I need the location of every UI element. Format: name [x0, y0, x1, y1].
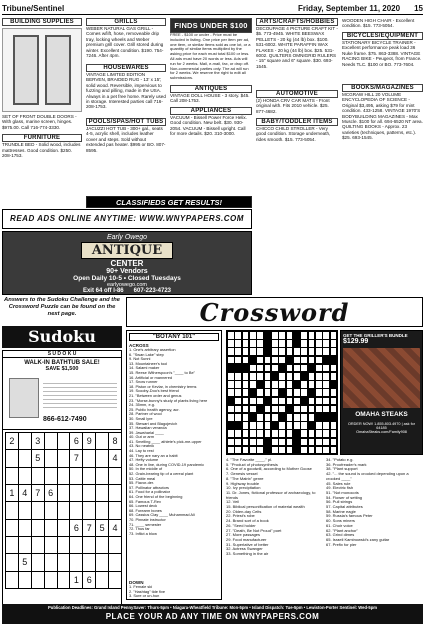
steaks-image [343, 348, 420, 408]
clue-item: 37. Hawaiian veranda [129, 425, 167, 431]
bathtub-image [9, 378, 39, 418]
crossword-grid-frame [226, 330, 338, 455]
sudoku-cell[interactable] [5, 536, 19, 554]
clue-item: 2. "Hashtag" tide five [129, 588, 166, 594]
clue-item: 51. "Not monocots [326, 489, 359, 495]
antique-vendors: 90+ Vendors [106, 268, 148, 275]
clue-item: 72. Thus far [129, 526, 150, 532]
door-ad-text: SET OF FRONT DOUBLE DOORS - With glass, marine screen, hinges. $975.00. Call 716-774-3330. [2, 114, 77, 130]
clue-item: 61. Food for a pollinator [129, 489, 171, 495]
crossword-grid [227, 331, 337, 454]
sudoku-cell[interactable]: 6 [69, 519, 83, 537]
clue-item: 60. Sons miners [326, 518, 355, 524]
antique-hours: Open Daily 10-5 • Closed Tuesdays [73, 275, 181, 282]
sudoku-cell[interactable] [69, 536, 83, 554]
sudoku-cell[interactable] [44, 501, 58, 519]
sudoku-cell[interactable] [108, 536, 122, 554]
clue-item: 59. Russia's famous Peter [326, 513, 373, 519]
sudoku-cell[interactable] [69, 501, 83, 519]
clue-item: 16. Artificial or mannered [129, 374, 173, 380]
section-furniture: FURNITURE [2, 134, 82, 142]
column-arts [256, 18, 338, 154]
section-antiques: ANTIQUES [170, 85, 252, 93]
clue-item: 41. Smelling ____ athlete's pick-me-upper [129, 438, 202, 444]
furniture-ad-text: TRUNDLE BED - Solid wood, includes mattresses. Good condition. $250. 208-1753. [2, 142, 81, 159]
sudoku-cell[interactable] [108, 467, 122, 485]
omaha-ad-title: GET THE GRILLER'S BUNDLE [343, 333, 408, 338]
clue-item: 31. Superlative of better [226, 541, 269, 547]
sudoku-cell[interactable] [18, 501, 32, 519]
answers-note: Answers to the Sudoku Challenge and the Crossword Puzzle can be found on the next page. [4, 297, 120, 317]
page-footer [2, 604, 423, 624]
sudoku-cell[interactable] [5, 467, 19, 485]
clue-item: 58. Marine eagle [326, 508, 356, 514]
grill-ad-text: WEBER NATURAL GAS GRILL - Comes w/lift, hose, removeable drip tray, locking wheels and Weber premium grill cover. Grill stored during winter. Excellent condition. $190. 754-7246. After 4pm. [86, 26, 164, 59]
sudoku-cell[interactable] [44, 519, 58, 537]
sudoku-cell[interactable]: 1 [69, 571, 83, 589]
sudoku-cell[interactable]: 6 [44, 484, 58, 502]
across-clue-list [129, 348, 219, 580]
pool-ad-text: JACUZZI HOT TUB - 300+ gal., seats 4-5, acrylic shell, includes leather cover and steps. Sold without extended pas heater. $995 or BO. 807-8595. [86, 126, 166, 153]
sudoku-cell[interactable] [44, 553, 58, 571]
paper-name: Tribune/Sentinel [2, 3, 65, 13]
section-housewares: HOUSEWARES [86, 64, 166, 72]
sudoku-cell[interactable] [5, 571, 19, 589]
clue-item: 22. Priest's robe [226, 513, 255, 519]
clue-item: 8. "The Matrix" genre [226, 475, 264, 481]
sudoku-grid [5, 432, 121, 592]
down-clue-list-3 [326, 458, 423, 547]
page-number: 15 [414, 3, 423, 13]
sudoku-cell[interactable] [69, 553, 83, 571]
clue-item: 19. Scooby-Doo's best friend [129, 388, 179, 394]
sudoku-cell[interactable] [18, 467, 32, 485]
clue-item: 63. Grind dimes [326, 532, 355, 538]
clue-item: 69. Cassius Clay ____ Muhammad Ali [129, 512, 195, 518]
crossword-clues-down-mid [226, 458, 322, 600]
read-ads-online-banner[interactable]: READ ADS ONLINE ANYTIME: WWW.WNYPAPERS.COM [2, 209, 252, 229]
sudoku-cell[interactable] [108, 501, 122, 519]
sudoku-cell[interactable] [31, 519, 45, 537]
sudoku-cell[interactable] [57, 519, 71, 537]
clue-item: 50. In the middle of [129, 466, 163, 472]
section-baby-toddler: BABY/TODDLER ITEMS [256, 118, 338, 126]
sudoku-cell[interactable]: 7 [82, 519, 96, 537]
clue-item: 6. "Swan Lake" step [129, 351, 164, 357]
clue-item: 1. Female ski [129, 585, 153, 589]
clue-item: 65. Famous T-Rex [129, 498, 161, 504]
books-ad-text: MCGRAW HILL 20 VOLUME ENCYCLOPEDIA OF SCIENCE - Original $3,495, asking $79 for mint condition. 433-1258. VINTAGE 1970'S BODYBUILDING MAGAZINES - Max Muscle. $100 for all. 694-6520 NT area. QUILTING BOOKS - Approx. 23 varieties (techniques, patterns, etc.). $25. 693-1545. [342, 92, 423, 141]
sudoku-cell[interactable] [95, 501, 109, 519]
clue-item: 66. Lowest deck [129, 503, 158, 509]
omaha-ad-price: $129.99 [343, 338, 369, 345]
sudoku-cell[interactable] [95, 571, 109, 589]
clue-item: 38. "Plant support [326, 466, 358, 472]
clue-item: 17. Snow runner [129, 379, 158, 385]
clue-item: 47. Hefty volume [129, 457, 159, 463]
clue-item: 23. "Morse-bunny's study of plants living here [129, 397, 208, 403]
crossword-title: Crossword [126, 297, 423, 327]
clue-item: 28. Partner of wool [129, 411, 162, 417]
clue-item: 73. Inflict a blow [129, 530, 157, 536]
sudoku-cell[interactable] [18, 571, 32, 589]
sudoku-cell[interactable] [5, 553, 19, 571]
clue-item: 10. Ivy precipitation [226, 485, 261, 491]
sudoku-cell[interactable]: 4 [108, 519, 122, 537]
sudoku-cell[interactable] [18, 432, 32, 450]
sudoku-cell[interactable]: 8 [108, 432, 122, 450]
clue-item: 44. Lay to rest [129, 448, 154, 454]
sudoku-title: Sudoku [2, 326, 122, 348]
sudoku-panel [2, 350, 122, 606]
section-building-supplies: BUILDING SUPPLIES [2, 18, 82, 26]
column-building [2, 18, 82, 158]
finds-under-banner: FINDS UNDER $100 [170, 18, 252, 33]
clue-item: 11. Dr. Jones, fictional professor of archaeology, to friends [226, 489, 316, 500]
clue-item: 20. Olden-day Celts [226, 508, 262, 514]
omaha-steaks-ad [340, 330, 423, 455]
sudoku-cell[interactable] [5, 501, 19, 519]
antique-brand-antique: ANTIQUE [81, 242, 173, 259]
sudoku-cell[interactable]: 2 [5, 432, 19, 450]
crossword-cell[interactable] [330, 446, 338, 455]
clue-item: 53. Cattle meal [129, 475, 156, 481]
footer-place-ad[interactable]: PLACE YOUR AD ANY TIME ON WNYPAPERS.COM [105, 612, 320, 621]
clue-item: 46. They are nary an a habit [129, 452, 178, 458]
sudoku-cell[interactable] [95, 432, 109, 450]
high-chair-ad-text: WOODEN HIGH CHAIR - Excellent condition. $15. 773-5054. [342, 18, 415, 29]
bathtub-ad [3, 358, 121, 430]
appliances-ad-text: VACUUM - Bissell Power Force Helix. Good condition. New belt. $30. 930-2054. VACUUM - Bissell upright. Call for more details. $20. 310-3000. [170, 115, 248, 137]
down-clue-list [129, 585, 219, 599]
clue-item: 61. Choir voice [326, 522, 353, 528]
clue-item: 24. Brand sort of a book [226, 518, 269, 524]
clue-item: 32. Actress Swanger [226, 546, 263, 552]
sudoku-cell[interactable] [57, 501, 71, 519]
clue-item: 4. "The Favorite ____," pl. [226, 458, 273, 462]
sudoku-cell[interactable]: 7 [31, 484, 45, 502]
sudoku-cell[interactable] [69, 467, 83, 485]
section-pools: POOLS/SPAS/HOT TUBS [86, 118, 166, 126]
baby-ad-text: CHICCO CHILD STROLLER - Very good condition. Storage underneath, rides smooth. $15. 773-5054. [256, 126, 331, 142]
clue-item: 30. Small lyre [129, 415, 153, 421]
clue-item: 34. "Potato e.g. [326, 458, 354, 462]
sudoku-inner-title: S U D O K U [3, 351, 121, 358]
sudoku-cell[interactable] [82, 449, 96, 467]
sudoku-cell[interactable]: 5 [95, 519, 109, 537]
issue-date: Friday, September 11, 2020 [297, 3, 401, 13]
clue-item: 3. Sure or un-hun [129, 593, 160, 599]
sudoku-cell[interactable] [44, 449, 58, 467]
bicycles-ad-text: STATIONARY BICYCLE TRAINER - Excellent performance peak load 36 Nuke frame. $75. 863-3388. VINTAGE RACING BIKE - Peugeot, from France. Needs TLC. $100 or BO. 773-7604. [342, 40, 422, 67]
sudoku-cell[interactable]: 1 [5, 484, 19, 502]
housewares-ad-text: VINTAGE LIMITED EDITION BERVEN, BRAIDED RUG - 13' x 15'; solid wood. Reversible, impervious to fuzzing and pilling, made in the USA. Always in a pet free home. Rarely used in storage. Interested parties call 716-208-1753. [86, 72, 166, 110]
sudoku-cell[interactable] [108, 571, 122, 589]
sudoku-cell[interactable] [82, 484, 96, 502]
omaha-footer: ORDER NOW! 1.855.803.4970 | ask for 64185 [347, 422, 416, 430]
sudoku-cell[interactable] [82, 501, 96, 519]
door-photo [2, 28, 82, 112]
sudoku-cell[interactable] [5, 449, 19, 467]
antique-brand-early: Early Owego [106, 234, 148, 241]
sudoku-cell[interactable] [31, 571, 45, 589]
section-books: BOOKS/MAGAZINES [342, 84, 423, 92]
antique-center-ad [2, 231, 252, 295]
clue-item: 5. "Product of photosynthesis [226, 461, 278, 467]
sudoku-cell[interactable] [5, 519, 19, 537]
clue-item: 13. Mountaineer's tool [129, 360, 168, 366]
finds-rules-text: FREE - $100 or under - Price must be included in listing. One price per item per ad, one item, or similar items sold as one lot, or a quantity of similar items multiplied by the asking price for each must total $100 or less. All ads must have 20 words or less. Ads will run for 2 weeks. Mail, e-mail, fax, or drop off. Non-commercial parties only. The ad will run for 2 weeks. We reserve the right to edit all submissions. [170, 33, 251, 81]
sudoku-cell[interactable] [69, 484, 83, 502]
sudoku-cell[interactable] [82, 467, 96, 485]
sudoku-cell[interactable]: 9 [82, 432, 96, 450]
clue-item: 33. Something in the air [226, 551, 269, 557]
antiques-ad-text: VINTAGE DOLL HOUSE - 3 story. $45. Call 208-1753. [170, 93, 250, 104]
sudoku-cell[interactable] [18, 519, 32, 537]
clue-item: 14. Salami maker [129, 365, 160, 371]
sudoku-cell[interactable] [57, 484, 71, 502]
antique-website: earlyowego.com [106, 282, 148, 288]
across-label: ACROSS [129, 343, 149, 348]
footer-deadlines: Publication Deadlines: Grand Island PennySaver: Thurs-5pm • Niagara-Wheatfield Tribune: Mon-5pm • Island Dispatch: Tue-5pm • Lewiston-Porter Sentinel: Wed-5pm [47, 605, 378, 610]
section-appliances: APPLIANCES [170, 107, 252, 115]
clue-item: 36. Proofreader's mark [326, 461, 367, 467]
clue-item: 52. Grain-bearing tip of a cereal plant [129, 471, 194, 477]
bathtub-ad-title: WALK-IN BATHTUB SALE! [24, 360, 100, 366]
sudoku-cell[interactable] [95, 553, 109, 571]
classifieds-banner: CLASSIFIEDS GET RESULTS! [86, 196, 252, 208]
clue-item: 42. "... the sound is crooked depending upon a crooked ____" [326, 471, 409, 481]
sudoku-cell[interactable] [95, 449, 109, 467]
page-header [2, 2, 423, 15]
clue-item: 27. "Death, Be Not Proud" poet [226, 527, 282, 533]
sudoku-cell[interactable] [57, 432, 71, 450]
clue-item: 62. "Plant anchor" [326, 527, 358, 533]
column-bicycles [342, 18, 423, 166]
clue-item: 35. Stewart and Blagojevich [129, 420, 178, 426]
clue-item: 29. Food manufacturer [226, 536, 267, 542]
down-label: DOWN [129, 580, 144, 585]
omaha-brand: OMAHA STEAKS [355, 411, 408, 418]
clue-item: 15. Reese Witherspoon's "____ to Be" [129, 369, 196, 375]
sudoku-cell[interactable] [31, 536, 45, 554]
section-grills: GRILLS [86, 18, 166, 26]
clue-item: 43. No neatnik [129, 443, 155, 449]
sudoku-cell[interactable] [95, 484, 109, 502]
clue-item: 49. Electric fish [326, 485, 354, 491]
sudoku-cell[interactable] [95, 467, 109, 485]
sudoku-cell[interactable] [18, 449, 32, 467]
sudoku-cell[interactable] [57, 449, 71, 467]
sudoku-cell[interactable] [57, 536, 71, 554]
clue-item: 57. Capital attributes [326, 504, 363, 510]
clue-item: 1. One's arbitrary assertion [129, 348, 176, 352]
sudoku-cell[interactable]: 6 [82, 571, 96, 589]
clue-item: 70. Pinnate instructor [129, 516, 166, 522]
sudoku-cell[interactable] [44, 432, 58, 450]
bathtub-ad-phone: 866-612-7490 [43, 416, 87, 423]
clue-item: 40. Gut or arm [129, 434, 155, 440]
sudoku-cell[interactable]: 5 [18, 553, 32, 571]
section-automotive: AUTOMOTIVE [256, 90, 338, 98]
clue-item: 7. Genesis vessel [226, 471, 258, 477]
sudoku-cell[interactable] [31, 501, 45, 519]
clue-item: 24. 35mm, e.g. [129, 402, 155, 408]
sudoku-cell[interactable] [44, 467, 58, 485]
clue-item: 67. Prefix for pier [326, 541, 357, 547]
sudoku-cell[interactable] [108, 484, 122, 502]
clue-item: 64. One friend of the beginning [129, 494, 183, 499]
clue-item: 27. More passages [226, 532, 261, 538]
column-grills [86, 18, 166, 160]
column-finds [170, 18, 252, 165]
sudoku-cell[interactable] [95, 536, 109, 554]
section-arts-crafts: ARTS/CRAFTS/HOBBIES [256, 18, 338, 26]
clue-item: 45. Sales rule [326, 480, 351, 486]
antique-exit: Exit 64 off I-86 [82, 288, 124, 294]
clue-item: 9. Not Sunni [129, 356, 151, 362]
bathtub-ad-sub: SAVE $1,500 [45, 366, 79, 372]
clue-item: 55. Flavor-der. [129, 480, 155, 486]
clue-item: 6. One of a goodwill, according to Mother Goose [226, 466, 312, 472]
sudoku-cell[interactable]: 4 [108, 449, 122, 467]
omaha-url: OmahaSteaks.com/Family908 [356, 430, 407, 434]
sudoku-cell[interactable] [82, 536, 96, 554]
clue-item: 48. One in line, during COVID-19 pandemic [129, 461, 205, 467]
automotive-ad-text: (2) HONDA CRV CAR MATS - Front original with. Fits 2010 vehicle. $25. 877-4682. [256, 98, 330, 114]
clue-item: 12. Veil [226, 499, 240, 505]
puzzle-name: "BOTANY 101" [129, 333, 219, 341]
sudoku-cell[interactable] [57, 467, 71, 485]
clue-item: 65. Israeli Kaminowski's zany guitar [326, 536, 390, 542]
arts-ad-text: DECOUPAGE 4 PICTURE CRAFT KIT - $5. 773-4945. WHITE BEESWAX PELLETS - 20 kg (44 lb) box. $100. 531-6002. WHITE PARAFFIN WAX FLAKES - 20 kg (44 lb) box. $25. 531-6002. QUILTERS OMNIGRID RULERS - 15" square and 6" square. $30. 693-1545. [256, 26, 338, 69]
sudoku-cell[interactable]: 3 [31, 432, 45, 450]
crossword-clues-down-right [326, 458, 423, 600]
clue-item: 9. Highway trouble [226, 480, 260, 486]
clue-item: 71. ____ semester [129, 521, 162, 527]
clue-item: 21. "Between order and genus [129, 392, 182, 398]
clue-item: 39. Jawaharlal ____ [129, 429, 164, 435]
sudoku-cell[interactable] [44, 571, 58, 589]
sudoku-cell[interactable] [57, 571, 71, 589]
down-clue-list-2 [226, 458, 322, 557]
sudoku-cell[interactable]: 5 [31, 449, 45, 467]
sudoku-cell[interactable] [31, 467, 45, 485]
sudoku-cell[interactable] [18, 536, 32, 554]
sudoku-cell[interactable] [31, 553, 45, 571]
antique-phone: 607-223-4723 [133, 288, 172, 294]
clue-item: 15. Biblical personification of material wealth [226, 504, 305, 510]
sudoku-cell[interactable]: 7 [69, 449, 83, 467]
bathtub-ad-bullets [43, 380, 117, 408]
sudoku-cell[interactable] [44, 536, 58, 554]
clue-item: 68. Forearm bones [129, 507, 162, 513]
sudoku-cell[interactable] [82, 553, 96, 571]
sudoku-cell[interactable]: 6 [69, 432, 83, 450]
antique-brand-center: CENTER [110, 259, 144, 268]
section-bicycles: BICYCLES/EQUIPMENT [342, 32, 423, 40]
clue-item: 26. "Seed holder [226, 522, 256, 528]
sudoku-cell[interactable]: 4 [18, 484, 32, 502]
clue-item: 18. Piston or Kevlar, in chemistry terms [129, 383, 197, 389]
clue-item: 57. Pollinator attractors [129, 484, 170, 490]
sudoku-cell[interactable] [57, 553, 71, 571]
sudoku-cell[interactable] [108, 553, 122, 571]
crossword-clues-left [126, 330, 222, 600]
clue-item: 54. Flower of setting [326, 494, 363, 500]
clue-item: 25. Public health agency, acr. [129, 406, 180, 412]
clue-item: 56. Pull strings [326, 499, 353, 505]
